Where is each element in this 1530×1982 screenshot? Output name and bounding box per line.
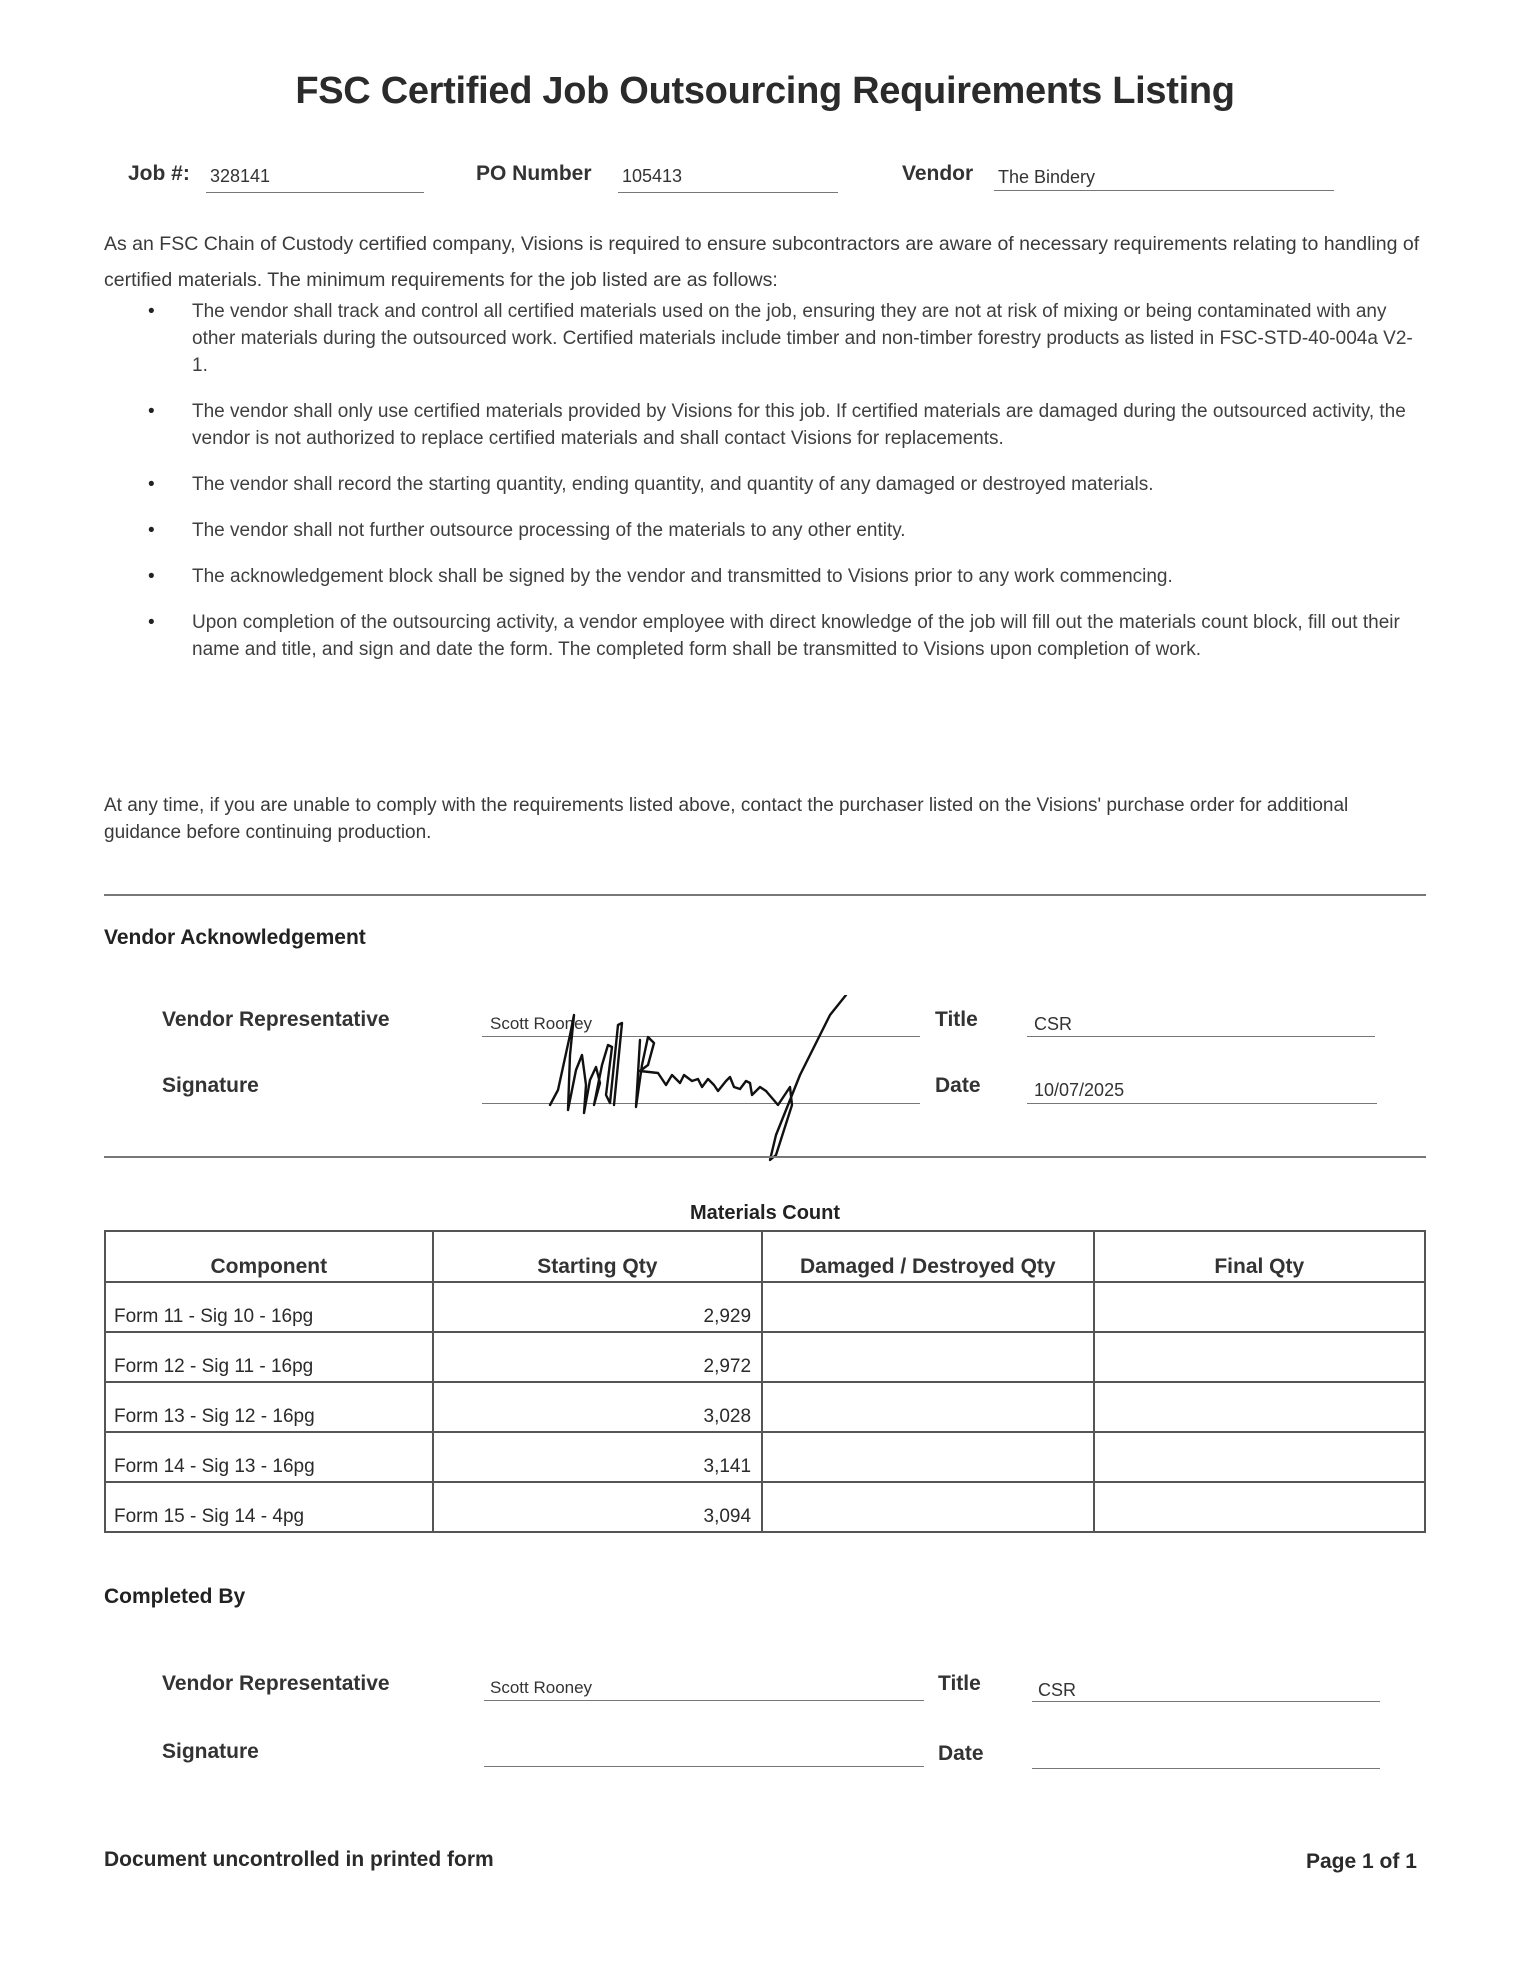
- starting-qty-cell: 2,972: [433, 1332, 762, 1382]
- table-row: [105, 1482, 1425, 1532]
- column-header-damaged-qty: Damaged / Destroyed Qty: [762, 1231, 1094, 1282]
- materials-count-table: [104, 1230, 1426, 1533]
- completed-title-underline: [1032, 1701, 1380, 1702]
- requirement-item: • The vendor shall not further outsource processing of the materials to any other entity.: [140, 517, 1420, 544]
- bullet-icon: •: [148, 474, 155, 495]
- column-header-final-qty: Final Qty: [1094, 1231, 1425, 1282]
- final-qty-cell[interactable]: [1094, 1482, 1425, 1532]
- completed-title-value[interactable]: CSR: [1038, 1680, 1077, 1700]
- table-row: [105, 1432, 1425, 1482]
- bullet-icon: •: [148, 401, 155, 422]
- component-cell: Form 13 - Sig 12 - 16pg: [105, 1382, 433, 1432]
- column-header-component: Component: [105, 1231, 433, 1282]
- starting-qty-cell: 3,028: [433, 1382, 762, 1432]
- starting-qty-cell: 2,929: [433, 1282, 762, 1332]
- bullet-icon: •: [148, 612, 155, 633]
- closing-paragraph: At any time, if you are unable to comply with the requirements listed above, contact the purchaser listed on the Visions' purchase order for additional guidance before continuing production.: [104, 795, 1349, 843]
- completed-date-underline: [1032, 1768, 1380, 1769]
- job-number-underline: [206, 192, 424, 193]
- damaged-qty-cell[interactable]: [762, 1282, 1094, 1332]
- bullet-icon: •: [148, 566, 155, 587]
- table-header-row: [105, 1231, 1425, 1282]
- ack-title-label: Title: [935, 1008, 978, 1031]
- table-row: [105, 1282, 1425, 1332]
- component-cell: Form 14 - Sig 13 - 16pg: [105, 1432, 433, 1482]
- ack-title-value[interactable]: CSR: [1034, 1014, 1073, 1034]
- requirement-item: • The acknowledgement block shall be signed by the vendor and transmitted to Visions prior to any work commencing.: [140, 563, 1420, 590]
- ack-title-underline: [1027, 1036, 1375, 1037]
- bullet-icon: •: [148, 301, 155, 322]
- ack-date-underline: [1027, 1103, 1377, 1104]
- bullet-icon: •: [148, 520, 155, 541]
- section-divider: [104, 1156, 1426, 1158]
- completed-signature-underline: [484, 1766, 924, 1767]
- damaged-qty-cell[interactable]: [762, 1382, 1094, 1432]
- job-number-value[interactable]: 328141: [210, 166, 271, 186]
- final-qty-cell[interactable]: [1094, 1382, 1425, 1432]
- handwritten-signature-icon: [530, 995, 930, 1165]
- column-header-starting-qty: Starting Qty: [433, 1231, 762, 1282]
- document-title: FSC Certified Job Outsourcing Requirements Listing: [295, 70, 1235, 112]
- requirements-list: [140, 298, 1420, 682]
- completed-rep-underline: [484, 1700, 924, 1701]
- completed-rep-label: Vendor Representative: [162, 1672, 390, 1695]
- table-row: [105, 1382, 1425, 1432]
- po-number-value[interactable]: 105413: [622, 166, 683, 186]
- po-number-underline: [618, 192, 838, 193]
- damaged-qty-cell[interactable]: [762, 1432, 1094, 1482]
- ack-rep-label: Vendor Representative: [162, 1008, 390, 1031]
- component-cell: Form 12 - Sig 11 - 16pg: [105, 1332, 433, 1382]
- materials-count-heading: Materials Count: [689, 1202, 841, 1224]
- final-qty-cell[interactable]: [1094, 1432, 1425, 1482]
- completed-title-label: Title: [938, 1672, 981, 1695]
- vendor-value[interactable]: The Bindery: [998, 167, 1096, 187]
- completed-date-label: Date: [938, 1742, 984, 1765]
- completed-by-heading: Completed By: [104, 1585, 246, 1608]
- vendor-label: Vendor: [902, 162, 974, 185]
- footer-note: Document uncontrolled in printed form: [104, 1848, 494, 1871]
- page-number: Page 1 of 1: [1306, 1850, 1417, 1873]
- requirement-item: • The vendor shall record the starting quantity, ending quantity, and quantity of any damaged or destroyed materials.: [140, 471, 1420, 498]
- ack-date-label: Date: [935, 1074, 981, 1097]
- component-cell: Form 11 - Sig 10 - 16pg: [105, 1282, 433, 1332]
- vendor-underline: [994, 190, 1334, 191]
- component-cell: Form 15 - Sig 14 - 4pg: [105, 1482, 433, 1532]
- intro-paragraph: As an FSC Chain of Custody certified company, Visions is required to ensure subcontractors are aware of necessary requirements relating to handling of certified materials. The minimum requirements for the job listed are as follows:: [104, 233, 1420, 291]
- requirement-item: • The vendor shall track and control all certified materials used on the job, ensuring they are not at risk of mixing or being contaminated with any other materials during the outsourced work. Certified materials include timber and non-timber forestry products as listed in FSC-STD-40-004a V2-1.: [140, 298, 1420, 379]
- completed-rep-value[interactable]: Scott Rooney: [490, 1678, 593, 1697]
- damaged-qty-cell[interactable]: [762, 1482, 1094, 1532]
- ack-rep-value[interactable]: Scott Rooney: [490, 1014, 593, 1033]
- starting-qty-cell: 3,141: [433, 1432, 762, 1482]
- section-divider: [104, 894, 1426, 896]
- table-row: [105, 1332, 1425, 1382]
- requirement-item: • The vendor shall only use certified materials provided by Visions for this job. If certified materials are damaged during the outsourced activity, the vendor is not authorized to replace certified materials and shall contact Visions for replacements.: [140, 398, 1420, 452]
- damaged-qty-cell[interactable]: [762, 1332, 1094, 1382]
- final-qty-cell[interactable]: [1094, 1282, 1425, 1332]
- requirement-item: • Upon completion of the outsourcing activity, a vendor employee with direct knowledge of the job will fill out the materials count block, fill out their name and title, and sign and date the form. The completed form shall be transmitted to Visions upon completion of work.: [140, 609, 1420, 663]
- starting-qty-cell: 3,094: [433, 1482, 762, 1532]
- ack-date-value[interactable]: 10/07/2025: [1034, 1080, 1125, 1100]
- job-number-label: Job #:: [128, 162, 190, 185]
- completed-signature-label: Signature: [162, 1740, 259, 1763]
- acknowledgement-heading: Vendor Acknowledgement: [104, 926, 366, 949]
- final-qty-cell[interactable]: [1094, 1332, 1425, 1382]
- ack-signature-label: Signature: [162, 1074, 259, 1097]
- po-number-label: PO Number: [476, 162, 592, 185]
